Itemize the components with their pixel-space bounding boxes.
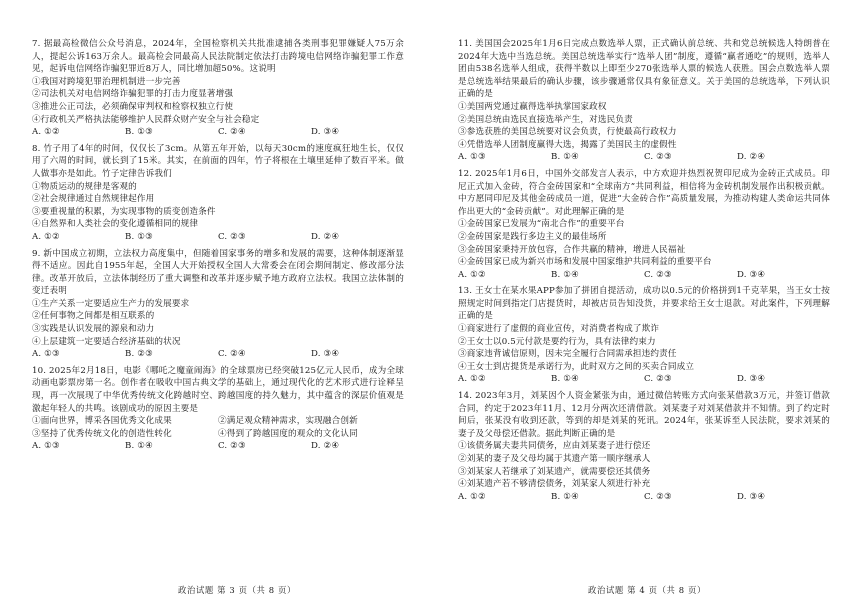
choice-a: A. ①② <box>458 491 486 502</box>
option-line: ①金砖国家已发展为“南北合作”的重要平台 <box>458 219 625 230</box>
option-line: ①该债务属夫妻共同债务，应由刘某妻子进行偿还 <box>458 441 651 452</box>
choice-d: D. ③④ <box>737 374 766 385</box>
choice-a: A. ①② <box>32 127 60 138</box>
question-11 <box>458 38 830 164</box>
option-line: ②任何事物之间都是相互联系的 <box>32 311 155 322</box>
choice-a: A. ①③ <box>458 152 486 163</box>
option-line: ④行政机关严格执法能够维护人民群众财产安全与社会稳定 <box>32 114 260 125</box>
option-line: ③实践是认识发展的源泉和动力 <box>32 324 155 335</box>
question-8 <box>32 143 404 244</box>
question-stem: 12. 2025年1月6日，中国外交部发言人表示，中方欢迎并热烈祝贺印尼成为金砖正式成员。印尼正式加入金砖，符合金砖国家和“全球南方”共同利益，相信将为金砖机制发展作出积极贡献。中方愿同印尼及其他金砖成员一道，促进“大金砖合作”高质量发展，为推动构建人类命运共同体作出更大的“金砖贡献”。对此理解正确的是 <box>458 168 830 217</box>
choice-b: B. ①④ <box>551 152 579 163</box>
question-10 <box>32 365 404 453</box>
option-line: ②司法机关对电信网络诈骗犯罪的打击力度显著增强 <box>32 89 234 100</box>
option-line: ④凭借选举人团制度赢得大选，揭露了美国民主的虚假性 <box>458 139 677 150</box>
choice-b: B. ①③ <box>125 231 153 242</box>
choice-d: D. ③④ <box>311 349 340 360</box>
option-line: ②美国总统由选民直接选举产生，对选民负责 <box>458 114 633 125</box>
question-12 <box>458 168 830 281</box>
choice-b: B. ①④ <box>551 491 579 502</box>
choice-c: C. ②④ <box>218 127 246 138</box>
option-line: ③刘某家人若继承了刘某遗产，就需要偿还其债务 <box>458 466 651 477</box>
right-page-column <box>458 38 830 507</box>
question-stem: 11. 美国国会2025年1月6日完成点数选举人票，正式确认前总统、共和党总统候选人特朗普在2024年大选中当选总统。美国总统选举实行“选举人团”制度，遵循“赢者通吃”的规则，选举人团由538名选举人组成，获得半数以上即至少270张选举人票的候选人获胜。国会点数选举人票是总统选举结果最后的确认步骤，该步骤通常仅具有象征意义。关于美国的总统选举，下列认识正确的是 <box>458 39 830 100</box>
choice-b: B. ①③ <box>125 127 153 138</box>
answer-choices <box>458 373 830 386</box>
choice-d: D. ③④ <box>737 269 766 280</box>
answer-choices <box>32 231 404 244</box>
answer-choices <box>32 126 404 139</box>
choice-a: A. ①③ <box>32 441 60 452</box>
option-pair-line <box>32 415 404 428</box>
choice-d: D. ②④ <box>737 152 766 163</box>
option-line: ③要重视量的积累，为实现事物的质变创造条件 <box>32 206 216 217</box>
question-13 <box>458 285 830 386</box>
choice-a: A. ①③ <box>32 349 60 360</box>
choice-d: D. ③④ <box>737 491 766 502</box>
option-line: ②刘某的妻子及父母均属于其遗产第一顺序继承人 <box>458 454 651 464</box>
option-line: ④刘某遗产若不够清偿债务，刘某家人须进行补充 <box>458 479 651 490</box>
option-line: ①我国对跨境犯罪治理机制进一步完善 <box>32 76 181 87</box>
choice-b: B. ①④ <box>551 269 579 280</box>
choice-d: D. ③④ <box>311 127 340 138</box>
question-stem: 13. 王女士在某水果APP参加了拼团自提活动，成功以0.5元的价格拼到1千克苹果，当王女士按照规定时间到指定门店提货时，却被店员告知没货，并要求给王女士退款。对此案件，下列理解正确的是 <box>458 286 830 322</box>
choice-b: B. ①④ <box>551 374 579 385</box>
option-line: ③金砖国家秉持开放包容，合作共赢的精神，增进人民福祉 <box>458 244 686 255</box>
left-page-column <box>32 38 404 457</box>
option-line: ①物质运动的规律是客观的 <box>32 181 137 192</box>
option-line: ④自然界和人类社会的变化遵循相同的规律 <box>32 219 199 230</box>
option-pair-line <box>32 428 404 441</box>
question-14 <box>458 390 830 503</box>
question-stem: 8. 竹子用了4年的时间，仅仅长了3cm。从第五年开始，以每天30cm的速度疯狂地生长，仅仅用了六周的时间，就长到了15米。其实，在前面的四年，竹子将根在土壤里延伸了数百平米。做人做事亦是如此。竹子定律告诉我们 <box>32 143 404 179</box>
page-footer-left: 政治试题 第 3 页（共 8 页） <box>178 585 296 595</box>
choice-b: B. ②③ <box>125 349 153 360</box>
answer-choices <box>32 348 404 361</box>
choice-a: A. ①② <box>458 374 486 385</box>
option-line: ③坚持了优秀传统文化的创造性转化 <box>32 428 172 439</box>
option-line: ①面向世界，博采各国优秀文化成果 <box>32 416 172 427</box>
option-line: ④得到了跨越国度的观众的文化认同 <box>218 428 358 439</box>
choice-c: C. ②③ <box>644 269 672 280</box>
question-7 <box>32 38 404 139</box>
choice-c: C. ②③ <box>218 231 246 242</box>
choice-c: C. ②③ <box>644 491 672 502</box>
question-stem: 7. 据最高检微信公众号消息，2024年，全国检察机关共批准逮捕各类刑事犯罪嫌疑人75万余人，提起公诉163万余人。最高检会同最高人民法院制定依法打击跨境电信网络诈骗犯罪工作意见，起诉电信网络诈骗犯罪近8万人，同比增加超50%。这说明 <box>32 39 404 75</box>
option-line: ②金砖国家是践行多边主义的最佳场所 <box>458 231 607 242</box>
option-line: ①商家进行了虚假的商业宣传，对消费者构成了欺诈 <box>458 324 660 335</box>
choice-a: A. ①② <box>458 269 486 280</box>
choice-b: B. ①④ <box>125 441 153 452</box>
choice-c: C. ②③ <box>644 374 672 385</box>
option-line: ④金砖国家已成为新兴市场和发展中国家维护共同利益的重要平台 <box>458 257 712 268</box>
option-line: ①美国两党通过赢得选举执掌国家政权 <box>458 101 607 112</box>
option-line: ④上层建筑一定要适合经济基础的状况 <box>32 336 181 347</box>
option-line: ③商家违背诚信原则，因未完全履行合同需承担违约责任 <box>458 349 677 360</box>
question-9 <box>32 248 404 361</box>
answer-choices <box>458 269 830 282</box>
question-stem: 10. 2025年2月18日，电影《哪吒之魔童闹海》的全球票房已经突破125亿元人民币，成为全球动画电影票房第一名。创作者在吸收中国古典文学的基础上，通过现代化的艺术形式进行诠释呈现，再一次展现了中华优秀传统文化跨越时空、跨越国度的持久魅力，其中蕴含的深层价值观是激起年轻人的共鸣。该剧成功的原因主要是 <box>32 365 404 414</box>
choice-c: C. ②③ <box>644 152 672 163</box>
option-line: ③推进公正司法，必须确保审判权和检察权独立行使 <box>32 101 234 112</box>
choice-d: D. ②④ <box>311 441 340 452</box>
answer-choices <box>458 491 830 504</box>
choice-c: C. ②③ <box>218 441 246 452</box>
option-line: ①生产关系一定要适应生产力的发展要求 <box>32 298 190 309</box>
option-line: ④王女士到店提货是承诺行为，此时双方之间的买卖合同成立 <box>458 361 695 372</box>
question-stem: 14. 2023年3月，刘某因个人资金紧张为由，通过微信转账方式向张某借款3万元，并签订借款合同，约定于2023年11月、12月分两次还清借款。刘某妻子对刘某借款并不知情。到了约定时间后，张某没有收到还款，等到的却是刘某的死讯。2024年，张某诉至人民法院，要求刘某的妻子及父母偿还借款。据此判断正确的是 <box>458 391 830 439</box>
question-stem: 9. 新中国成立初期，立法权力高度集中，但随着国家事务的增多和发展的需要，这种体制逐渐显得不适应。因此自1955年起，全国人大开始授权全国人大常委会在闭会期间制定、修改部分法律。改革开放后，立法体制经历了重大调整和改革并逐步赋予地方政府立法权。我国立法体制的变迁表明 <box>32 248 404 297</box>
option-line: ③参选获胜的美国总统要对议会负责，行使最高行政权力 <box>458 127 677 138</box>
answer-choices <box>458 151 830 164</box>
choice-d: D. ②④ <box>311 231 340 242</box>
choice-a: A. ①② <box>32 231 60 242</box>
option-line: ②王女士以0.5元付款是要约行为，具有法律约束力 <box>458 336 656 347</box>
option-line: ②满足观众精神需求，实现融合创新 <box>218 416 358 427</box>
choice-c: C. ②④ <box>218 349 246 360</box>
answer-choices <box>32 440 404 453</box>
option-line: ②社会规律通过自然规律起作用 <box>32 194 155 205</box>
page-footer-right: 政治试题 第 4 页（共 8 页） <box>588 585 706 595</box>
